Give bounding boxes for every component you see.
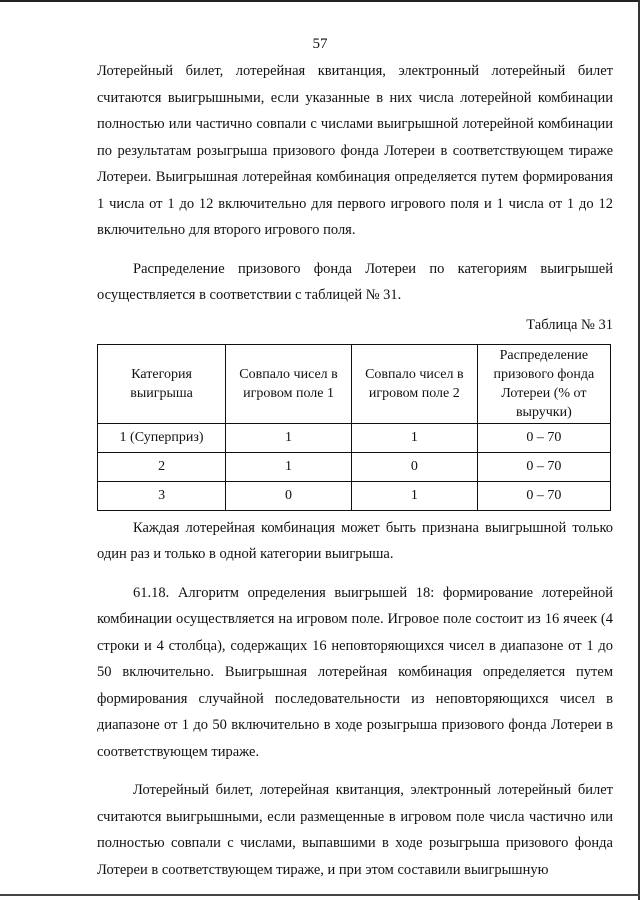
header-category: Категория выигрыша: [98, 344, 226, 423]
paragraph-winning-tickets: Лотерейный билет, лотерейная квитанция, электронный лотерейный билет считаются выигрышными, если указанные в них числа лотерейной комбинации полностью или частично совпали с числами выигрышной лотерейной комбинации по результатам розыгрыша призового фонда Лотереи в соответствующем тираже Лотереи. Выигрышная лотерейная комбинация определяется путем формирования 1 числа от 1 до 12 включительно для первого игрового поля и 1 числа от 1 до 12 включительно для второго игрового поля.: [97, 63, 613, 238]
table-caption: Таблица № 31: [526, 316, 613, 333]
prize-table: [97, 344, 611, 511]
header-matched-field-1: Совпало чисел в игровом поле 1: [226, 344, 352, 423]
table-row: [98, 452, 611, 481]
header-matched-field-2: Совпало чисел в игровом поле 2: [351, 344, 477, 423]
table-row: [98, 481, 611, 510]
cell-matched-1: 0: [226, 481, 352, 510]
cell-category: 3: [98, 481, 226, 510]
cell-matched-2: 1: [351, 423, 477, 452]
cell-share: 0 – 70: [477, 423, 610, 452]
paragraph-algorithm-18: 61.18. Алгоритм определения выигрышей 18: формирование лотерейной комбинации осуществляется на игровом поле. Игровое поле состоит из 16 ячеек (4 строки и 4 столбца), содержащих 16 неповторяющихся чисел в диапазоне от 1 до 50 включительно. Выигрышная лотерейная комбинация определяется путем формирования случайной последовательности из неповторяющихся чисел в диапазоне от 1 до 50 включительно в ходе розыгрыша призового фонда Лотереи в соответствующем тираже.: [97, 584, 613, 760]
table-header-row: [98, 344, 611, 423]
cell-share: 0 – 70: [477, 481, 610, 510]
cell-category: 2: [98, 452, 226, 481]
cell-category: 1 (Суперприз): [98, 423, 226, 452]
table-row: [98, 423, 611, 452]
paragraph-winning-conditions: Лотерейный билет, лотерейная квитанция, электронный лотерейный билет считаются выигрышными, если размещенные в игровом поле числа частично или полностью совпали с числами, выпавшими в ходе розыгрыша призового фонда Лотереи в соответствующем тираже, и при этом составили выигрышную: [97, 782, 613, 878]
paragraph-prize-distribution: Распределение призового фонда Лотереи по категориям выигрышей осуществляется в соответствии с таблицей № 31.: [97, 260, 613, 303]
scan-edge-top: [0, 0, 640, 2]
cell-matched-2: 0: [351, 452, 477, 481]
paragraph-single-category: Каждая лотерейная комбинация может быть признана выигрышной только один раз и только в одной категории выигрыша.: [97, 519, 613, 562]
document-body: [97, 58, 613, 883]
cell-matched-2: 1: [351, 481, 477, 510]
header-prize-fund-share: Распределение призового фонда Лотереи (% от выручки): [477, 344, 610, 423]
page-number: 57: [312, 36, 328, 52]
cell-matched-1: 1: [226, 423, 352, 452]
cell-share: 0 – 70: [477, 452, 610, 481]
cell-matched-1: 1: [226, 452, 352, 481]
scan-edge-bottom: [0, 894, 640, 896]
